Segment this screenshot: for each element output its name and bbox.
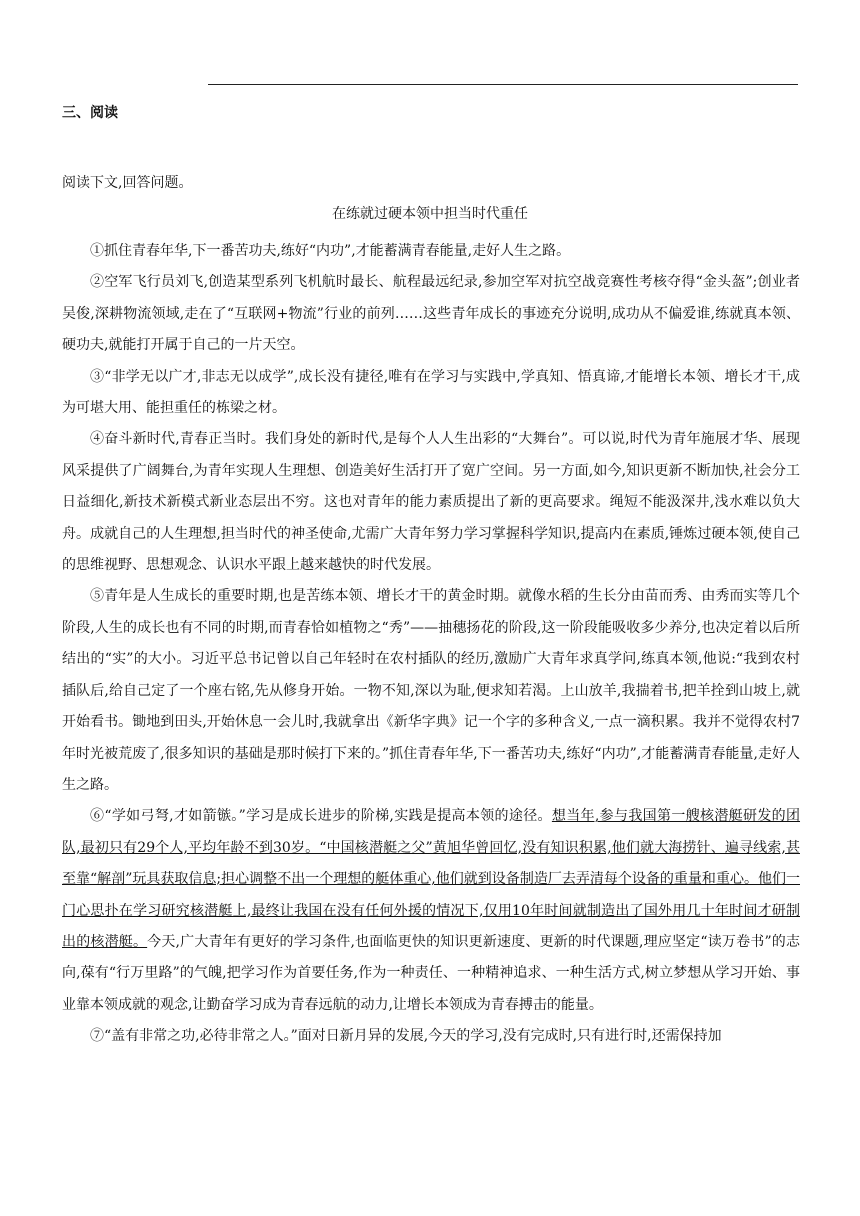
- paragraph-6-rest: 今天,广大青年有更好的学习条件,也面临更快的知识更新速度、更新的时代课题,理应坚定“读万卷书”的志向,葆有“行万里路”的气魄,把学习作为首要任务,作为一种责任、一种精神追求、一种生活方式,树立梦想从学习开始、事业靠本领成就的观念,让勤奋学习成为青春远航的动力,让增长本领成为青春搏击的能量。: [62, 933, 800, 1013]
- paragraph-6: [62, 801, 800, 1021]
- paragraph-2: ②空军飞行员刘飞,创造某型系列飞机航时最长、航程最远纪录,参加空军对抗空战竞赛性考核夺得“金头盔”;创业者吴俊,深耕物流领域,走在了“互联网+物流”行业的前列……这些青年成长的事迹充分说明,成功从不偏爱谁,练就真本领、硬功夫,就能打开属于自己的一片天空。: [62, 274, 800, 354]
- paragraph-7: ⑦“盖有非常之功,必待非常之人。”面对日新月异的发展,今天的学习,没有完成时,只有进行时,还需保持加: [90, 1028, 722, 1045]
- section-title: 三、阅读: [62, 105, 118, 121]
- article-body: [62, 236, 800, 1053]
- reading-instruction: 阅读下文,回答问题。: [62, 175, 193, 191]
- paragraph-4: ④奋斗新时代,青春正当时。我们身处的新时代,是每个人人生出彩的“大舞台”。可以说,时代为青年施展才华、展现风采提供了广阔舞台,为青年实现人生理想、创造美好生活打开了宽广空间。另一方面,如今,知识更新不断加快,社会分工日益细化,新技术新模式新业态层出不穷。这也对青年的能力素质提出了新的更高要求。绳短不能汲深井,浅水难以负大舟。成就自己的人生理想,担当时代的神圣使命,尤需广大青年努力学习掌握科学知识,提高内在素质,锤炼过硬本领,使自己的思维视野、思想观念、认识水平跟上越来越快的时代发展。: [62, 431, 800, 574]
- paragraph-6-intro: ⑥“学如弓弩,才如箭镞。”学习是成长进步的阶梯,实践是提高本领的途径。: [90, 808, 552, 825]
- header-rule: [208, 84, 798, 85]
- paragraph-1: ①抓住青春年华,下一番苦功夫,练好“内功”,才能蓄满青春能量,走好人生之路。: [90, 243, 571, 259]
- paragraph-5: ⑤青年是人生成长的重要时期,也是苦练本领、增长才干的黄金时期。就像水稻的生长分由苗而秀、由秀而实等几个阶段,人生的成长也有不同的时期,而青春恰如植物之“秀”——抽穗扬花的阶段,这一阶段能吸收多少养分,也决定着以后所结出的“实”的大小。习近平总书记曾以自己年轻时在农村插队的经历,激励广大青年求真学问,练真本领,他说:“我到农村插队后,给自己定了一个座右铭,先从修身开始。一物不知,深以为耻,便求知若渴。上山放羊,我揣着书,把羊拴到山坡上,就开始看书。锄地到田头,开始休息一会儿时,我就拿出《新华字典》记一个字的多种含义,一点一滴积累。我并不觉得农村7年时光被荒废了,很多知识的基础是那时候打下来的。”抓住青春年华,下一番苦功夫,练好“内功”,才能蓄满青春能量,走好人生之路。: [62, 588, 800, 793]
- paragraph-3: ③“非学无以广才,非志无以成学”,成长没有捷径,唯有在学习与实践中,学真知、悟真谛,才能增长本领、增长才干,成为可堪大用、能担重任的栋梁之材。: [62, 368, 800, 417]
- article-title: 在练就过硬本领中担当时代重任: [332, 206, 528, 222]
- paragraph-6-underlined: 想当年,参与我国第一艘核潜艇研发的团队,最初只有29个人,平均年龄不到30岁。“中国核潜艇之父”黄旭华曾回忆,没有知识积累,他们就大海捞针、遍寻线索,甚至靠“解剖”玩具获取信息;担心调整不出一个理想的艇体重心,他们就到设备制造厂去弄清每个设备的重量和重心。他们一门心思扑在学习研究核潜艇上,最终让我国在没有任何外援的情况下,仅用10年时间就制造出了国外用几十年时间才研制出的核潜艇。: [62, 808, 801, 950]
